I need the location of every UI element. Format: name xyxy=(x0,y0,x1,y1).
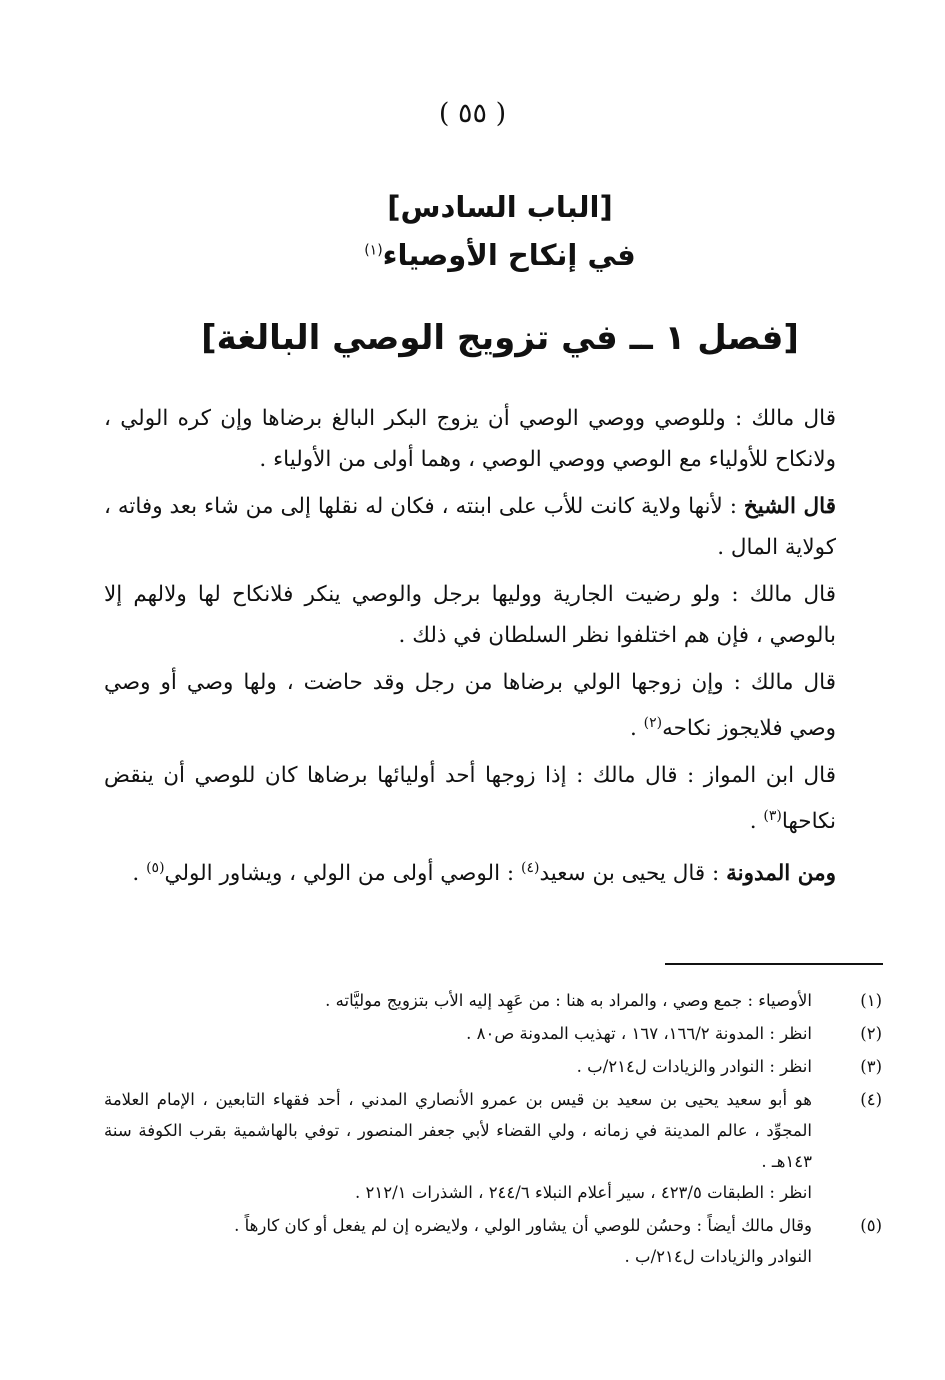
section-title: [فصل ١ ــ في تزويج الوصي البالغة] xyxy=(201,318,799,358)
footnote xyxy=(104,1084,882,1208)
footnote xyxy=(104,985,882,1016)
paragraph-tail: . xyxy=(749,809,764,835)
footnote-number: (٥) xyxy=(860,1216,882,1235)
footnote-number: (٣) xyxy=(860,1057,882,1076)
footnote-text: انظر : الطبقات ٤٢٣/٥ ، سير أعلام النبلاء ٢٤٤/٦ ، الشذرات ٢١٢/١ . xyxy=(355,1183,812,1202)
paragraph-tail: : الوصي أولى من الولي ، ويشاور الولي xyxy=(164,861,521,887)
paragraph-tail: . xyxy=(132,861,147,887)
footnotes xyxy=(104,985,882,1274)
paragraph-text: : قال يحيى بن سعيد xyxy=(539,861,727,887)
paragraph xyxy=(104,486,836,568)
chapter-title: [الباب السادس] xyxy=(387,190,613,224)
footnote-text: الأوصياء : جمع وصي ، والمراد به هنا : من عَهِد إليه الأب بتزويج موليَّاته . xyxy=(325,991,812,1010)
paragraph-text: قال مالك : وللوصي ووصي الوصي أن يزوج البكر البالغ برضاها وإن كره الولي ، ولانكاح للأولياء مع الوصي ووصي الوصي ، وهما أولى من الأولياء . xyxy=(104,406,836,472)
footnote xyxy=(104,1018,882,1049)
chapter-subtitle-text: في إنكاح الأوصياء xyxy=(382,238,636,272)
footnote-text: النوادر والزيادات ل٢١٤/ب . xyxy=(624,1247,812,1266)
paragraph xyxy=(104,398,836,480)
footnote-body xyxy=(104,1018,812,1049)
paragraph xyxy=(104,755,836,842)
footnote-body xyxy=(104,1051,812,1082)
footnote-text: وقال مالك أيضاً : وحسُن للوصي أن يشاور الولي ، ولايضره إن لم يفعل أو كان كارهاً . xyxy=(234,1216,812,1235)
footnote-ref: (٢) xyxy=(643,715,663,731)
footnote-body xyxy=(104,1210,812,1272)
footnote xyxy=(104,1051,882,1082)
footnote-text: انظر : المدونة ١٦٦/٢، ١٦٧ ، تهذيب المدونة ص٨٠ . xyxy=(466,1024,812,1043)
paragraph-lead: ومن المدونة xyxy=(726,861,836,887)
footnote-number: (١) xyxy=(860,991,882,1010)
paragraph-text: قال ابن المواز : قال مالك : إذا زوجها أحد أوليائها برضاها كان للوصي أن ينقض نكاحها xyxy=(104,763,836,835)
paragraph xyxy=(104,662,836,749)
footnote-ref: (١) xyxy=(364,242,383,259)
footnote-number: (٢) xyxy=(860,1024,882,1043)
paragraph-text: قال مالك : ولو رضيت الجارية ووليها برجل والوصي ينكر فلانكاح لها ولالهم إلا بالوصي ، فإن هم اختلفوا نظر السلطان في ذلك . xyxy=(104,582,836,648)
paragraph-tail: . xyxy=(629,716,644,742)
paragraph-text: : لأنها ولاية كانت للأب على ابنته ، فكان له نقلها إلى من شاء بعد وفاته ، كولاية المال . xyxy=(104,494,836,560)
body-text xyxy=(104,398,836,900)
footnote-text: انظر : النوادر والزيادات ل٢١٤/ب . xyxy=(576,1057,812,1076)
paragraph xyxy=(104,574,836,656)
footnote-ref: (٥) xyxy=(146,860,165,877)
paragraph xyxy=(104,848,836,894)
footnote-ref: (٤) xyxy=(520,860,540,877)
footnote-number: (٤) xyxy=(860,1090,882,1109)
footnote-text: هو أبو سعيد يحيى بن سعيد بن قيس بن عمرو الأنصاري المدني ، أحد فقهاء التابعين ، الإمام العلامة المجوِّد ، عالم المدينة في زمانه ، ولي القضاء لأبي جعفر المنصور ، توفي بالهاشمية بقرب الكوفة سنة ١٤٣هـ . xyxy=(104,1090,812,1171)
footnote-ref: (٣) xyxy=(763,808,782,825)
footnote-body xyxy=(104,985,812,1016)
paragraph-lead: قال الشيخ xyxy=(743,494,836,519)
footnote-divider xyxy=(665,963,883,965)
footnote-body xyxy=(104,1084,812,1208)
footnote xyxy=(104,1210,882,1272)
paragraph-text: قال مالك : وإن زوجها الولي برضاها من رجل وقد حاضت ، ولها وصي أو وصي وصي فلايجوز نكاحه xyxy=(104,670,836,742)
page-number: ( ٥٥ ) xyxy=(438,98,507,129)
chapter-subtitle xyxy=(0,238,945,272)
